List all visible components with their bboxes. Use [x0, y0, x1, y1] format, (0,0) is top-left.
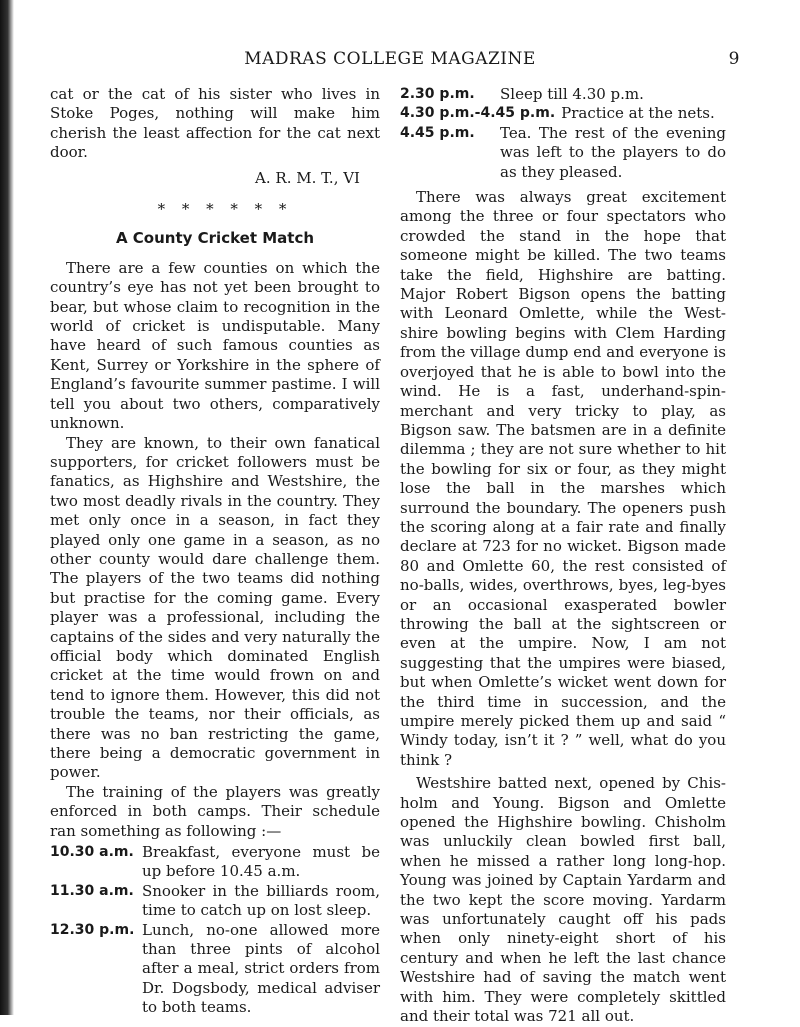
schedule-text: Lunch, no-one allowed more than three pints of alcohol after a meal, strict orders from Dr. Dogsbody, medical adviser to both teams.	[142, 920, 380, 1017]
schedule-time: 12.30 p.m.	[50, 921, 135, 938]
schedule-row	[50, 882, 380, 921]
schedule-time: 11.30 a.m.	[50, 882, 134, 899]
section-separator: * * * * * *	[157, 200, 293, 219]
article-title: A County Cricket Match	[115, 229, 315, 248]
schedule-row	[400, 85, 726, 104]
schedule-row	[50, 843, 380, 882]
paragraph: They are known, to their own fanatical supporters, for cricket followers must be fanatics, as Highshire and Westshire, the two most deadly rivals in the country. They met only once in a season, in fact they played only one game in a season, as no other county would dare challenge them. The players of the two teams did nothing but practise for the coming game. Every player was a professional, including the captains of the sides and very naturally the official body which dominated English cricket at the time would frown on and tend to ignore them. However, this did not trouble the teams, nor their officials, as there was no ban restricting the game, there being a democratic government in power.	[50, 433, 380, 782]
paragraph: There are a few counties on which the country’s eye has not yet been brought to bear, but whose claim to recognition in the world of cricket is undisputable. Many have heard of such famous counties as Kent, Surrey or Yorkshire in the sphere of England’s favourite summer pastime. I will tell you about two others, comparatively unknown.	[50, 258, 380, 433]
schedule-text: Tea. The rest of the evening was left to the players to do as they pleased.	[500, 123, 726, 181]
schedule-text: Sleep till 4.30 p.m.	[500, 85, 644, 103]
schedule-time: 10.30 a.m.	[50, 844, 134, 861]
author-signature: A. R. M. T., VI	[255, 168, 360, 187]
training-schedule	[50, 843, 380, 1018]
book-binding-shadow	[0, 0, 14, 1015]
schedule-time: 4.30 p.m.-4.45 p.m.	[400, 105, 556, 122]
right-column	[400, 85, 726, 1027]
schedule-text: Practice at the nets.	[561, 104, 715, 123]
paragraph: The training of the players was greatly enforced in both camps. Their schedule ran something as following :—	[50, 782, 380, 840]
schedule-time: 4.45 p.m.	[400, 124, 475, 141]
schedule-text: Breakfast, everyone must be up before 10.45 a.m.	[142, 843, 380, 881]
schedule-row	[400, 124, 726, 182]
training-schedule-continued	[400, 85, 726, 182]
schedule-text: Snooker in the billiards room, time to catch up on lost sleep.	[142, 881, 380, 920]
page-header	[40, 49, 740, 73]
schedule-time: 2.30 p.m.	[400, 86, 475, 102]
previous-article-ending: cat or the cat of his sister who lives in Stoke Poges, nothing will make him cherish the least affection for the cat next door.	[50, 85, 380, 162]
page-number: 9	[728, 49, 740, 69]
schedule-row	[50, 921, 380, 1018]
schedule-row	[400, 104, 726, 123]
left-column	[50, 85, 380, 1018]
paragraph: There was always great excitement among the three or four spectators who crowded the stand in the hope that someone might be killed. The two teams take the field, Highshire are batting. Major Robert Bigson opens the batting with Leonard Omlette, while the Westshire bowling begins with Clem Harding from the village dump end and everyone is overjoyed that he is able to bowl into the wind. He is a fast, underhand-spinmerchant and very tricky to play, as Bigson saw. The batsmen are in a definite dilemma ; they are not sure whether to hit the bowling for six or four, as they might lose the ball in the marshes which surround the boundary. The openers push the scoring along at a fair rate and finally declare at 723 for no wicket. Bigson made 80 and Omlette 60, the rest consisted of no-balls, wides, overthrows, byes, leg-byes or an occasional exasperated bowler throwing the ball at the sightscreen or even at the umpire. Now, I am not suggesting that the umpires were biased, but when Omlette’s wicket went down for the third time in succession, and the umpire merely picked them up and said “ Windy today, isn’t it ? ” well, what do you think ?	[400, 188, 726, 769]
magazine-title: MADRAS COLLEGE MAGAZINE	[244, 49, 536, 69]
paragraph: Westshire batted next, opened by Chisholm and Young. Bigson and Omlette opened the Highshire bowling. Chisholm was unluckily clean bowled first ball, when he missed a rather long long-hop. Young was joined by Captain Yardarm and the two kept the score moving. Yardarm was unfortunately caught off his pads when only ninety-eight short of his century and when he left the last chance Westshire had of saving the match went with him. They were completely skittled and their total was 721 all out.	[400, 774, 726, 1026]
